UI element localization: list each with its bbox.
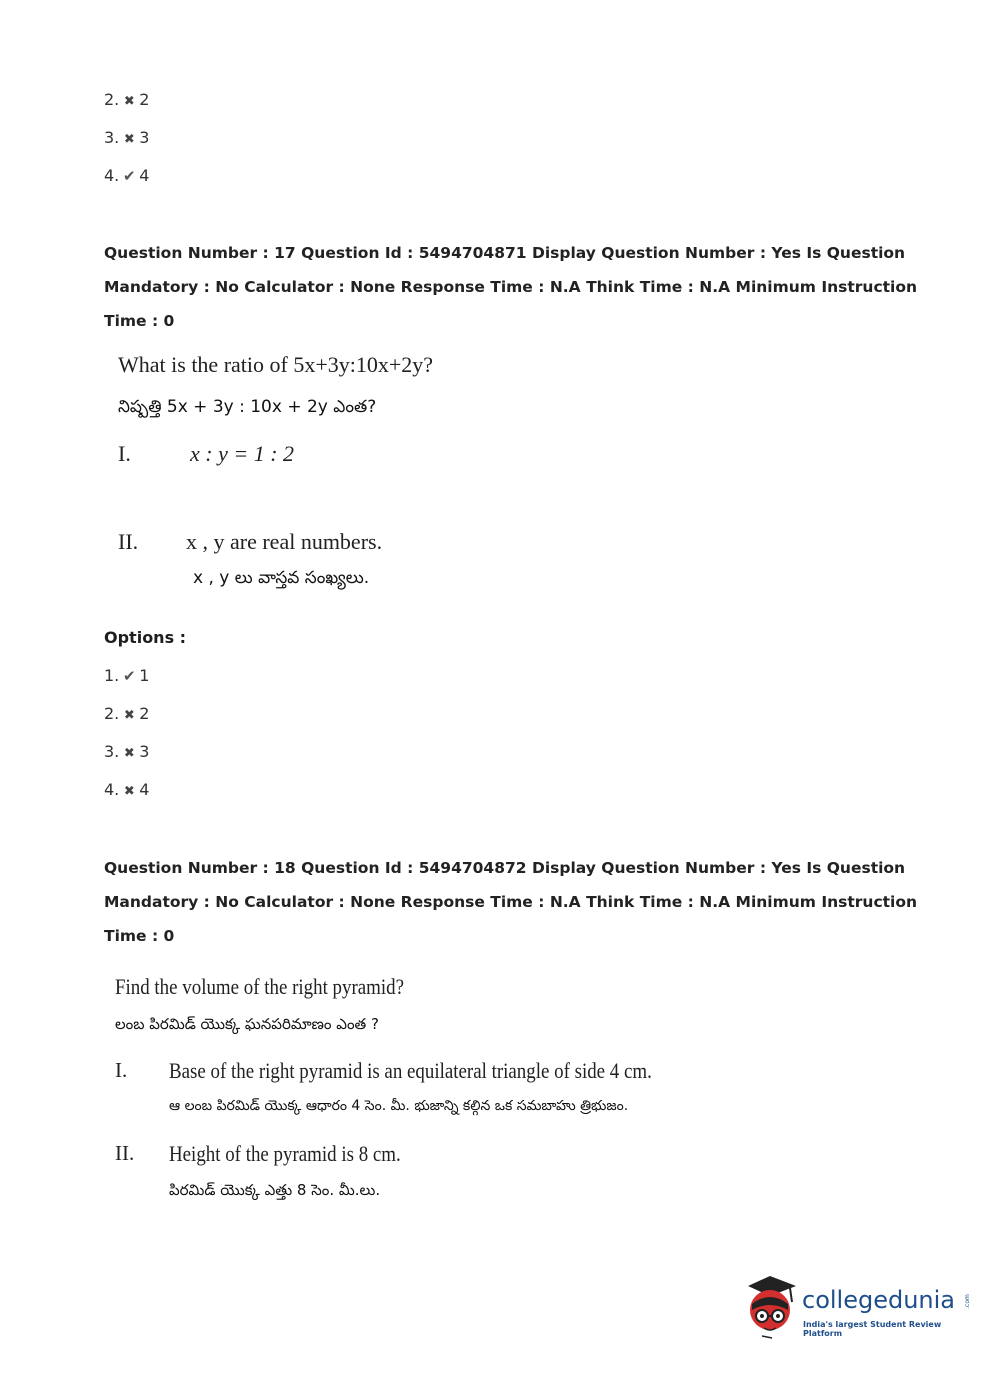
- q18-question-te: లంబ పిరమిడ్ యొక్క ఘనపరిమాణం ఎంత ?: [115, 1015, 379, 1033]
- q17-statement-1-label: I.: [118, 441, 131, 466]
- prev-option-4: 4. ✔ 4: [104, 166, 150, 185]
- logo-name: collegedunia: [802, 1286, 956, 1314]
- q18-statement-2-en: Height of the pyramid is 8 cm.: [169, 1141, 401, 1166]
- logo-suffix: .com: [963, 1294, 971, 1309]
- cross-icon: ✖: [123, 746, 135, 761]
- mascot-icon: [740, 1272, 802, 1342]
- q18-statement-2-label: II.: [115, 1141, 135, 1165]
- q17-option-2: 2. ✖ 2: [104, 704, 150, 723]
- q17-option-1: 1. ✔ 1: [104, 666, 150, 685]
- q17-statement-2-label: II.: [118, 529, 139, 554]
- check-icon: ✔: [122, 167, 136, 185]
- q17-meta: Question Number : 17 Question Id : 5494704871 Display Question Number : Yes Is Question Mandatory : No Calculator : None Response Time : N.A Think Time : N.A Minimum Instruction Time : 0: [104, 244, 918, 330]
- q17-statement-1: x : y = 1 : 2: [190, 441, 295, 466]
- prev-option-2: 2. ✖ 2: [104, 90, 150, 109]
- q17-statement-2-en: x , y are real numbers.: [186, 529, 383, 554]
- check-icon: ✔: [122, 667, 136, 685]
- q18-meta: Question Number : 18 Question Id : 5494704872 Display Question Number : Yes Is Question Mandatory : No Calculator : None Response Time : N.A Think Time : N.A Minimum Instruction Time : 0: [104, 859, 918, 945]
- options-label: Options :: [104, 628, 187, 647]
- cross-icon: ✖: [123, 94, 135, 109]
- q17-statement-2-te: x , y లు వాస్తవ సంఖ్యలు.: [193, 568, 370, 588]
- q18-statement-1-te: ఆ లంబ పిరమిడ్ యొక్క ఆధారం 4 సెం. మీ. భుజాన్ని కల్గిన ఒక సమబాహు త్రిభుజం.: [169, 1098, 629, 1114]
- q18-question-en: Find the volume of the right pyramid?: [115, 974, 405, 999]
- q17-option-4: 4. ✖ 4: [104, 780, 150, 799]
- cross-icon: ✖: [123, 784, 135, 799]
- q17-option-3: 3. ✖ 3: [104, 742, 150, 761]
- q18-statement-2-te: పిరమిడ్ యొక్క ఎత్తు 8 సెం. మీ.లు.: [169, 1181, 381, 1199]
- cross-icon: ✖: [123, 132, 135, 147]
- q18-statement-1-en: Base of the right pyramid is an equilateral triangle of side 4 cm.: [169, 1058, 652, 1083]
- q17-question-te: నిష్పత్తి 5x + 3y : 10x + 2y ఎంత?: [118, 397, 377, 417]
- cross-icon: ✖: [123, 708, 135, 723]
- collegedunia-logo: [740, 1272, 980, 1342]
- q17-question-en: What is the ratio of 5x+3y:10x+2y?: [118, 352, 434, 377]
- logo-tagline: India's largest Student Review Platform: [803, 1320, 942, 1338]
- q18-statement-1-label: I.: [115, 1058, 128, 1082]
- prev-option-3: 3. ✖ 3: [104, 128, 150, 147]
